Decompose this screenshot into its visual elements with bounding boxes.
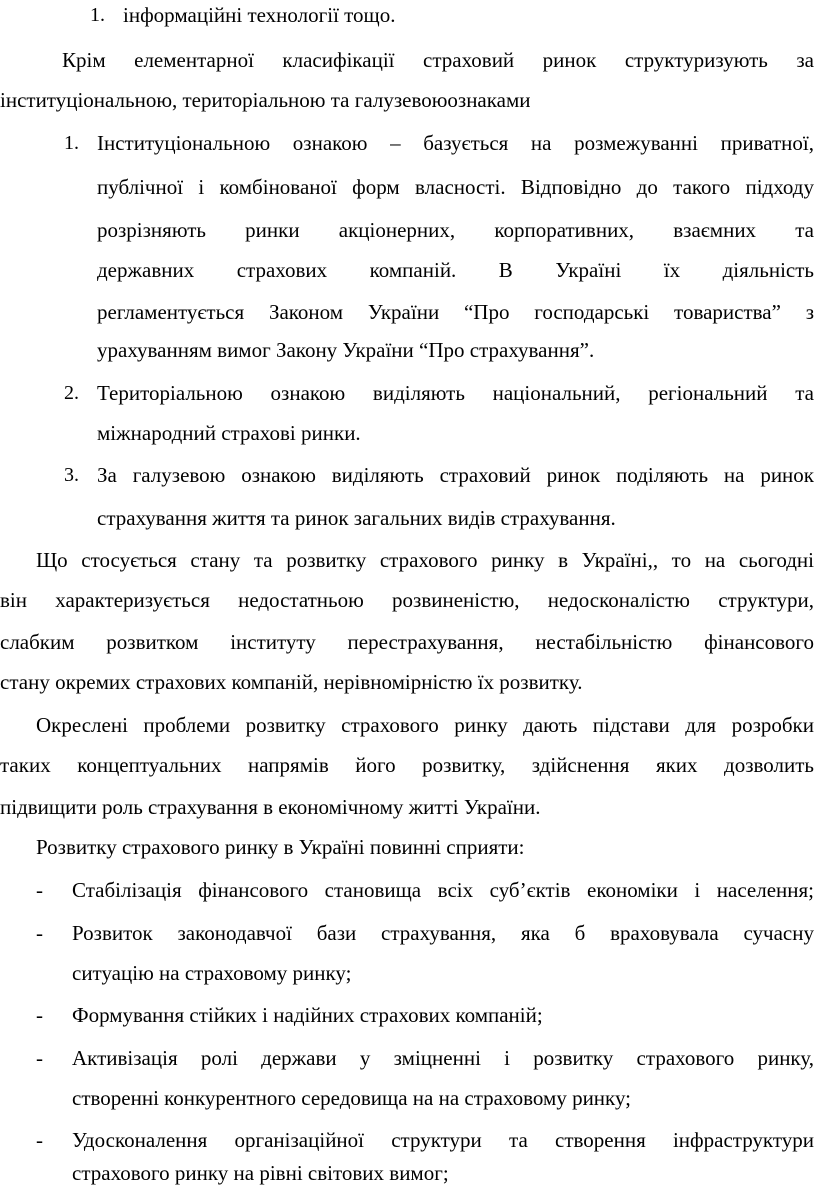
bullet-dash: - (36, 878, 43, 902)
list-item-line: розрізняють ринки акціонерних, корпоративних, взаємних та (97, 218, 814, 242)
list-item-line: За галузевою ознакою виділяють страховий ринок поділяють на ринок (97, 463, 814, 487)
list-item-line: Територіальною ознакою виділяють національний, регіональний та (97, 381, 814, 405)
bullet-line: Удосконалення організаційної структури та створення інфраструктури (72, 1128, 814, 1152)
list-item-line: регламентується Законом України “Про господарські товариства” з (97, 300, 814, 324)
bullet-dash: - (36, 1128, 43, 1152)
bullet-line: Стабілізація фінансового становища всіх суб’єктів економіки і населення; (72, 878, 814, 902)
paragraph-line: підвищити роль страхування в економічному житті України. (0, 795, 541, 819)
bullet-dash: - (36, 1046, 43, 1070)
paragraph-line: таких концептуальних напрямів його розвитку, здійснення яких дозволить (0, 753, 814, 777)
paragraph-line: він характеризується недостатньою розвиненістю, недосконалістю структури, (0, 588, 814, 612)
paragraph-line: Розвитку страхового ринку в Україні повинні сприяти: (36, 835, 525, 859)
bullet-line: створенні конкурентного середовища на на страховому ринку; (72, 1086, 632, 1110)
list-number: 1. (90, 4, 105, 26)
list-item-line: урахуванням вимог Закону України “Про страхування”. (97, 338, 595, 362)
list-number: 3. (64, 464, 79, 486)
bullet-line: Розвиток законодавчої бази страхування, яка б враховувала сучасну (72, 921, 814, 945)
bullet-dash: - (36, 1003, 43, 1027)
intro-item-text: інформаційні технології тощо. (123, 3, 396, 27)
bullet-line: Активізація ролі держави у зміцненні і розвитку страхового ринку, (72, 1046, 814, 1070)
paragraph-line: Крім елементарної класифікації страховий ринок структуризують за (62, 48, 814, 72)
paragraph-line: слабким розвитком інституту перестрахування, нестабільністю фінансового (0, 630, 814, 654)
list-number: 2. (64, 382, 79, 404)
list-item-line: державних страхових компаній. В Україні їх діяльність (97, 258, 814, 282)
paragraph-line: інституціональною, територіальною та галузевоюознаками (0, 88, 531, 112)
list-item-line: публічної і комбінованої форм власності. Відповідно до такого підходу (97, 175, 814, 199)
paragraph-line: Окреслені проблеми розвитку страхового ринку дають підстави для розробки (36, 713, 814, 737)
list-number: 1. (64, 132, 79, 154)
paragraph-line: стану окремих страхових компаній, нерівномірністю їх розвитку. (0, 670, 583, 694)
list-item-line: міжнародний страхові ринки. (97, 421, 361, 445)
bullet-dash: - (36, 921, 43, 945)
paragraph-line: Що стосується стану та розвитку страхового ринку в Україні,, то на сьогодні (36, 548, 814, 572)
bullet-line: Формування стійких і надійних страхових компаній; (72, 1003, 543, 1027)
list-item-line: Інституціональною ознакою – базується на розмежуванні приватної, (97, 131, 814, 155)
list-item-line: страхування життя та ринок загальних видів страхування. (97, 506, 616, 530)
bullet-line: ситуацію на страховому ринку; (72, 961, 352, 985)
bullet-line: страхового ринку на рівні світових вимог; (72, 1161, 449, 1185)
